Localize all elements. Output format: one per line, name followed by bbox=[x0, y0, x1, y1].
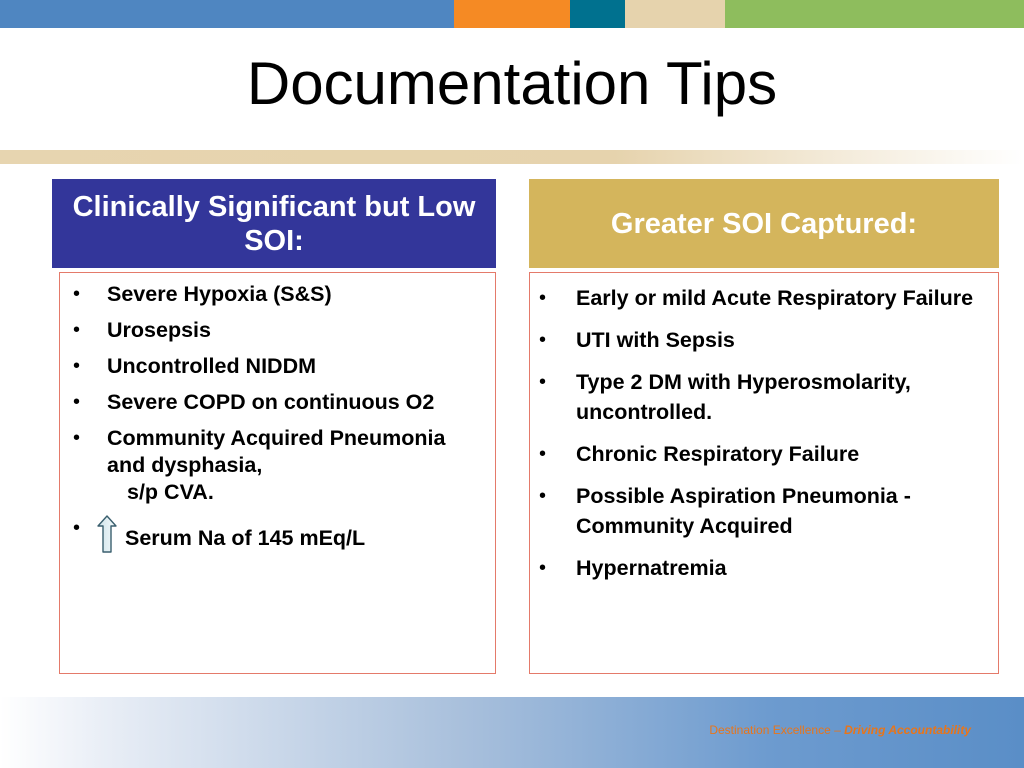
left-column-box bbox=[59, 272, 496, 674]
left-item-list bbox=[60, 273, 495, 560]
color-bar-green bbox=[725, 0, 1024, 28]
list-item bbox=[73, 317, 481, 344]
color-bar-orange bbox=[454, 0, 570, 28]
right-item-list bbox=[530, 273, 998, 583]
list-item bbox=[73, 353, 481, 380]
title-divider bbox=[0, 150, 1024, 164]
bullet-glyph: • bbox=[73, 391, 81, 413]
bullet-glyph: • bbox=[73, 355, 81, 377]
list-item-text: Uncontrolled NIDDM bbox=[107, 354, 317, 378]
right-column-header bbox=[529, 179, 999, 268]
list-item-text-line2: s/p CVA. bbox=[127, 480, 214, 504]
bullet-glyph: • bbox=[73, 319, 81, 341]
bullet-glyph: • bbox=[539, 557, 547, 579]
list-item bbox=[73, 425, 481, 506]
list-item bbox=[539, 283, 984, 313]
bullet-glyph: • bbox=[73, 427, 81, 449]
list-item-text: UTI with Sepsis bbox=[576, 328, 735, 352]
right-column-box bbox=[529, 272, 999, 674]
left-column-header-text: Clinically Significant but Low SOI: bbox=[72, 190, 476, 257]
list-item-text: Hypernatremia bbox=[576, 556, 727, 580]
up-arrow-icon bbox=[97, 515, 117, 560]
list-item-text: Severe COPD on continuous O2 bbox=[107, 390, 435, 414]
list-item bbox=[73, 515, 481, 560]
list-item-text: Possible Aspiration Pneumonia - Community Acquired bbox=[576, 484, 911, 538]
bullet-glyph: • bbox=[539, 287, 547, 309]
color-bar-teal bbox=[570, 0, 625, 28]
bullet-glyph: • bbox=[539, 329, 547, 351]
list-item bbox=[539, 553, 984, 583]
bullet-glyph: • bbox=[73, 517, 81, 539]
bullet-glyph: • bbox=[539, 371, 547, 393]
slide-title: Documentation Tips bbox=[246, 50, 778, 117]
list-item bbox=[73, 281, 481, 308]
footer-tagline bbox=[709, 723, 971, 737]
footer-band bbox=[0, 697, 1024, 768]
list-item-text: Chronic Respiratory Failure bbox=[576, 442, 860, 466]
list-item bbox=[539, 439, 984, 469]
list-item-text: Urosepsis bbox=[107, 318, 211, 342]
top-color-bar bbox=[0, 0, 1024, 28]
bullet-glyph: • bbox=[73, 283, 81, 305]
color-bar-tan bbox=[625, 0, 725, 28]
list-item-text-line1: Community Acquired Pneumonia and dysphasia, bbox=[107, 426, 446, 477]
list-item-text: Severe Hypoxia (S&S) bbox=[107, 282, 332, 306]
footer-tagline-plain: Destination Excellence – bbox=[709, 723, 845, 737]
footer-tagline-emphasis: Driving Accountability bbox=[844, 723, 971, 737]
left-column-header bbox=[52, 179, 496, 268]
list-item-text: Type 2 DM with Hyperosmolarity, uncontrolled. bbox=[576, 370, 911, 424]
list-item-text: Serum Na of 145 mEq/L bbox=[125, 526, 366, 550]
list-item bbox=[539, 367, 984, 427]
bullet-glyph: • bbox=[539, 485, 547, 507]
bullet-glyph: • bbox=[539, 443, 547, 465]
list-item bbox=[73, 389, 481, 416]
list-item bbox=[539, 325, 984, 355]
list-item bbox=[539, 481, 984, 541]
list-item-text: Early or mild Acute Respiratory Failure bbox=[576, 286, 974, 310]
color-bar-blue bbox=[0, 0, 454, 28]
right-column-header-text: Greater SOI Captured: bbox=[610, 207, 918, 240]
